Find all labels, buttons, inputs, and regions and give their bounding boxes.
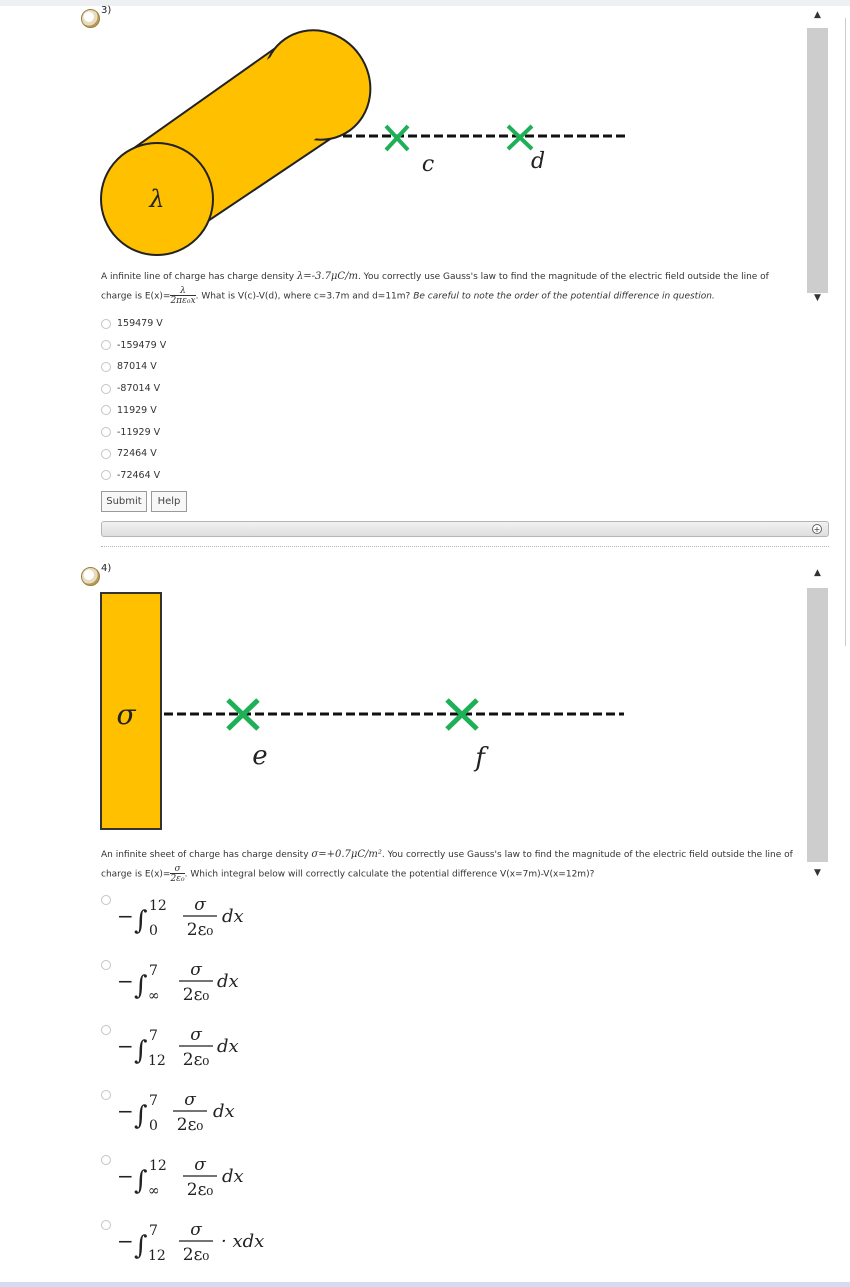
option-label: -11929 V	[117, 426, 161, 438]
question-text-part: . What is V(c)-V(d), where c=3.7m and d=11m?	[195, 291, 414, 302]
scroll-up-icon[interactable]: ▲	[814, 568, 821, 578]
field-numerator: λ	[180, 286, 186, 296]
minus-sign: −	[117, 904, 134, 928]
radio-button[interactable]	[101, 362, 111, 372]
field-denominator: 2ε₀	[170, 874, 185, 884]
answer-option[interactable]	[101, 361, 157, 372]
point-c-marker	[386, 126, 408, 150]
answer-option[interactable]	[101, 383, 160, 394]
page-scroll-edge	[845, 18, 850, 646]
option-label: -87014 V	[117, 383, 161, 395]
scroll-up-icon[interactable]: ▲	[814, 10, 821, 20]
differential: dx	[217, 971, 239, 992]
integral-sign: ∫	[134, 1036, 148, 1066]
differential: · xdx	[221, 1231, 265, 1252]
integral-expression	[115, 1155, 315, 1205]
radio-button[interactable]	[101, 1025, 111, 1035]
integral-option[interactable]	[101, 1090, 401, 1150]
charge-density-label: λ	[149, 185, 165, 213]
integral-option[interactable]	[101, 1025, 401, 1085]
integral-expression	[115, 1025, 315, 1075]
integrand-denominator: 2ε₀	[182, 985, 210, 1005]
answer-option[interactable]	[101, 448, 157, 459]
field-denominator: 2πε₀x	[170, 296, 196, 306]
integral-sign: ∫	[134, 1231, 148, 1261]
differential: dx	[222, 906, 244, 927]
option-label: 11929 V	[117, 404, 157, 416]
lower-limit: 0	[149, 1118, 158, 1134]
radio-button[interactable]	[101, 405, 111, 415]
differential: dx	[217, 1036, 239, 1057]
answer-option[interactable]	[101, 427, 160, 438]
lower-limit: ∞	[148, 1183, 160, 1199]
integrand-numerator: σ	[194, 1155, 206, 1175]
point-d-label: d	[530, 149, 546, 174]
scroll-down-icon[interactable]: ▼	[814, 293, 821, 303]
radio-button[interactable]	[101, 895, 111, 905]
lower-limit: 0	[149, 923, 158, 939]
radio-button[interactable]	[101, 319, 111, 329]
integrand-denominator: 2ε₀	[182, 1245, 210, 1265]
integrand-denominator: 2ε₀	[186, 920, 214, 940]
minus-sign: −	[117, 1034, 134, 1058]
differential: dx	[222, 1166, 244, 1187]
integral-expression	[115, 895, 315, 945]
integral-option[interactable]	[101, 1220, 401, 1280]
radio-button[interactable]	[101, 1220, 111, 1230]
integrand-denominator: 2ε₀	[182, 1050, 210, 1070]
help-button[interactable]: Help	[151, 491, 187, 512]
lower-limit: 12	[148, 1053, 166, 1069]
radio-button[interactable]	[101, 449, 111, 459]
figure-scrollbar[interactable]	[806, 8, 829, 308]
integrand-denominator: 2ε₀	[176, 1115, 204, 1135]
integral-expression	[115, 1220, 335, 1270]
integral-option[interactable]	[101, 1155, 401, 1215]
minus-sign: −	[117, 1099, 134, 1123]
question-text-part: . You correctly use Gauss's law to find the magnitude of the electric field outside the line of charge is E(x)=	[101, 272, 769, 302]
radio-button[interactable]	[101, 340, 111, 350]
option-label: 87014 V	[117, 361, 157, 373]
radio-button[interactable]	[101, 427, 111, 437]
integrand-numerator: σ	[190, 1220, 202, 1240]
integral-sign: ∫	[134, 1101, 148, 1131]
integral-expression	[115, 1090, 315, 1140]
minus-sign: −	[117, 1164, 134, 1188]
point-f-label: f	[475, 743, 485, 773]
radio-button[interactable]	[101, 1155, 111, 1165]
integral-sign: ∫	[134, 971, 148, 1001]
point-c-label: c	[421, 152, 435, 177]
integral-option[interactable]	[101, 895, 401, 955]
sheet-charge-figure	[100, 592, 630, 834]
integrand-numerator: σ	[190, 1025, 202, 1045]
option-label: 159479 V	[117, 318, 163, 329]
scroll-down-icon[interactable]: ▼	[814, 868, 821, 878]
upper-limit: 7	[149, 1028, 158, 1044]
upper-limit: 7	[149, 1223, 158, 1239]
upper-limit: 12	[149, 1158, 167, 1174]
field-expression	[170, 865, 184, 883]
scroll-thumb[interactable]	[807, 588, 828, 862]
lower-limit: ∞	[148, 988, 160, 1004]
minus-sign: −	[117, 1229, 134, 1253]
scroll-thumb[interactable]	[807, 28, 828, 293]
option-label: -72464 V	[117, 469, 161, 481]
option-label: 72464 V	[117, 448, 157, 460]
question-text-part: A infinite line of charge has charge density	[101, 272, 297, 282]
charge-density-label: σ	[116, 698, 136, 731]
bottom-bar	[0, 1282, 850, 1287]
line-charge-figure	[95, 25, 635, 265]
answer-option[interactable]	[101, 340, 166, 351]
question-text-part: . You correctly use Gauss's law to find the magnitude of the electric field outside the line of charge is E(x)=	[101, 850, 793, 880]
question-text-part: . Which integral below will correctly calculate the potential difference V(x=7m)-V(x=12m)?	[184, 869, 595, 880]
radio-button[interactable]	[101, 384, 111, 394]
differential: dx	[213, 1101, 235, 1122]
answer-option[interactable]	[101, 318, 163, 329]
integrand-denominator: 2ε₀	[186, 1180, 214, 1200]
field-expression	[170, 287, 195, 305]
feedback-expander[interactable]	[101, 521, 829, 537]
integrand-numerator: σ	[194, 895, 206, 915]
answer-option[interactable]	[101, 470, 160, 481]
expand-plus-icon[interactable]: +	[813, 525, 821, 534]
point-e-label: e	[252, 741, 268, 771]
question-4-text	[101, 845, 801, 885]
integral-option[interactable]	[101, 960, 401, 1020]
integrand-numerator: σ	[190, 960, 202, 980]
question-divider	[101, 546, 829, 547]
radio-button[interactable]	[101, 1090, 111, 1100]
radio-button[interactable]	[101, 470, 111, 480]
question-number: 4)	[101, 563, 112, 574]
integral-sign: ∫	[134, 1166, 148, 1196]
question-text-part: An infinite sheet of charge has charge density	[101, 850, 312, 860]
option-label: -159479 V	[117, 339, 167, 351]
lower-limit: 12	[148, 1248, 166, 1264]
question-number: 3)	[101, 5, 112, 16]
upper-limit: 7	[149, 1093, 158, 1109]
integral-sign: ∫	[134, 906, 148, 936]
answer-option[interactable]	[101, 405, 157, 416]
submit-button[interactable]: Submit	[101, 491, 147, 512]
question-3-text	[101, 267, 801, 307]
charge-density-expression: λ=-3.7μC/m	[296, 271, 358, 282]
top-bar	[0, 0, 850, 6]
charge-density-expression: σ=+0.7μC/m²	[311, 849, 382, 860]
figure-scrollbar[interactable]	[806, 566, 829, 882]
upper-limit: 12	[149, 898, 167, 914]
radio-button[interactable]	[101, 960, 111, 970]
field-numerator: σ	[174, 864, 181, 874]
minus-sign: −	[117, 969, 134, 993]
integral-expression	[115, 960, 315, 1010]
question-emphasis: Be careful to note the order of the potential difference in question.	[413, 291, 715, 302]
integrand-numerator: σ	[184, 1090, 196, 1110]
question-status-icon	[81, 567, 100, 586]
upper-limit: 7	[149, 963, 158, 979]
